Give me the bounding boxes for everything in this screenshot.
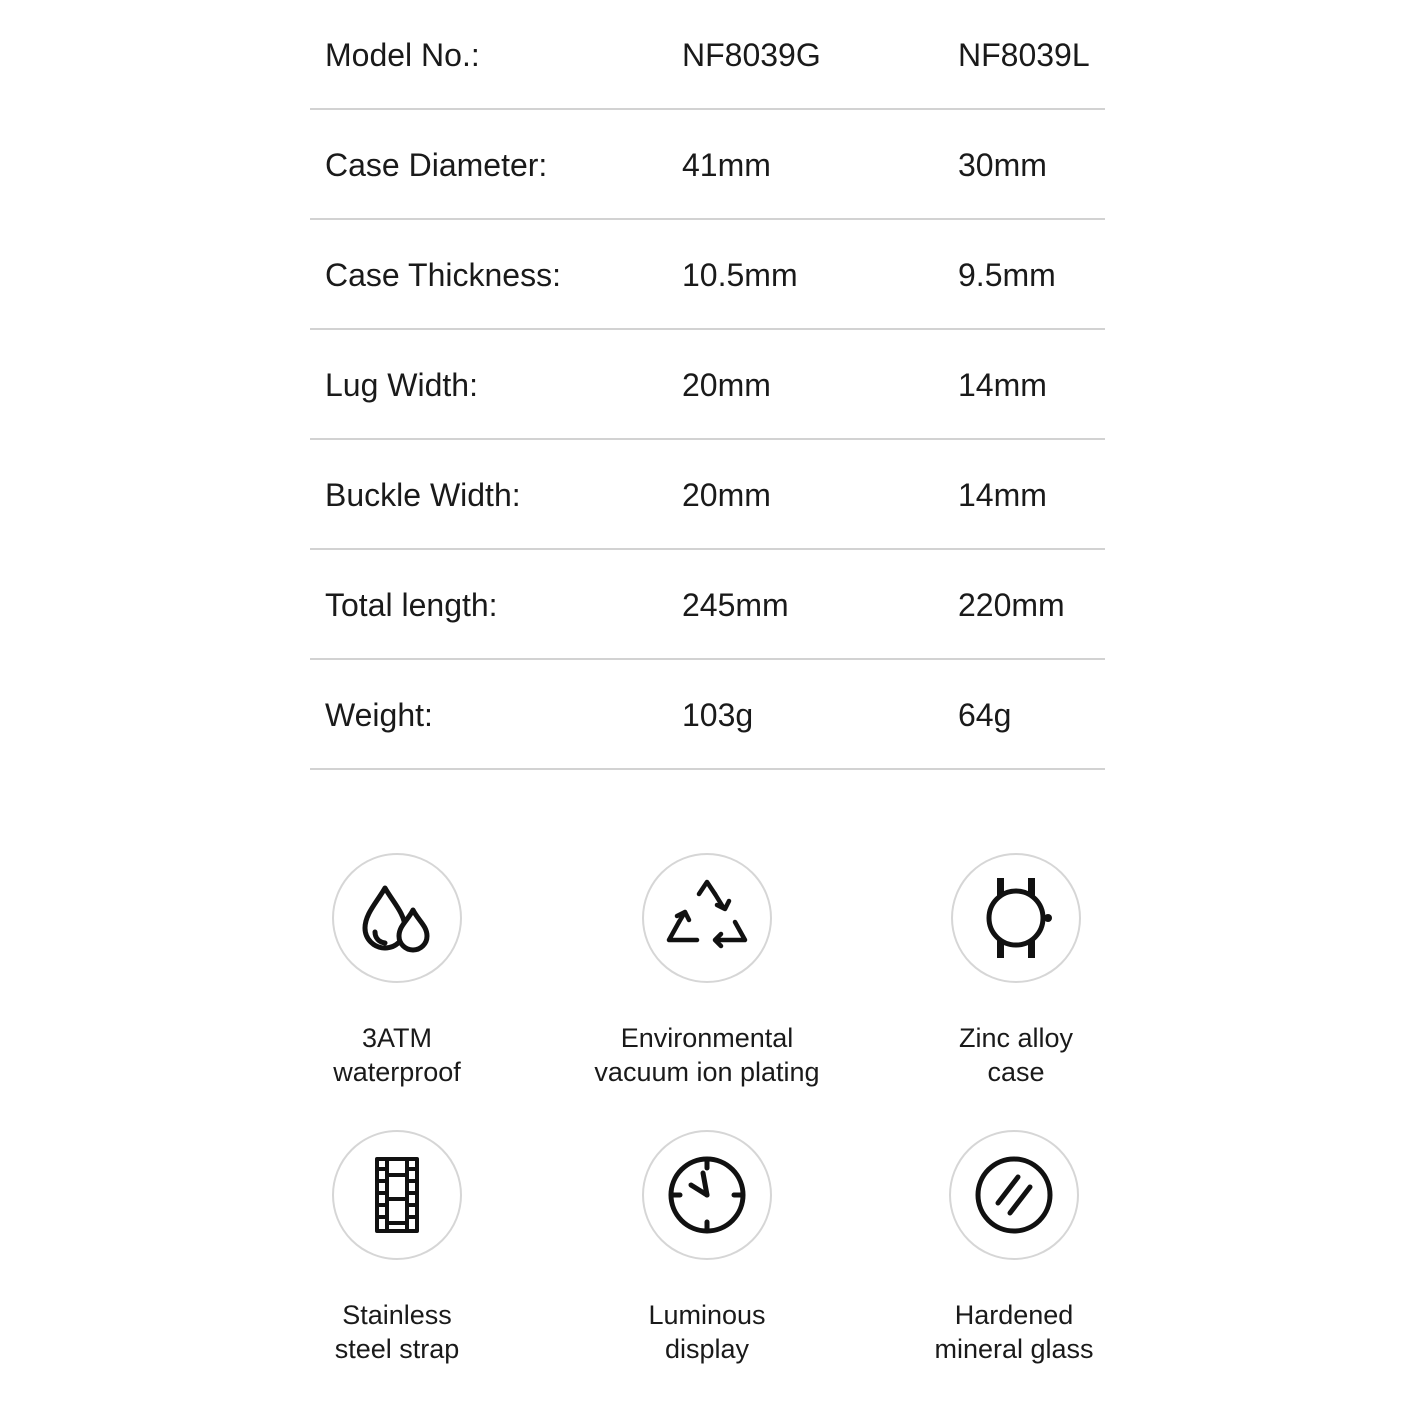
spec-row-buckle-width xyxy=(310,440,1105,550)
spec-label: Model No.: xyxy=(325,37,480,73)
spec-value-g: 20mm xyxy=(682,477,771,513)
spec-label: Case Thickness: xyxy=(325,257,561,293)
feature-caption xyxy=(864,1298,1164,1366)
feature-caption xyxy=(866,1021,1166,1089)
spec-row-weight xyxy=(310,660,1105,770)
feature-caption xyxy=(557,1021,857,1089)
feature-caption-line1: Stainless xyxy=(342,1300,452,1330)
spec-value-l: 30mm xyxy=(958,147,1047,183)
spec-value-l: NF8039L xyxy=(958,37,1090,73)
feature-caption xyxy=(247,1021,547,1089)
feature-badge xyxy=(949,1130,1079,1260)
feature-caption-line1: Hardened xyxy=(954,1300,1074,1330)
spec-value-g: 20mm xyxy=(682,367,771,403)
spec-table xyxy=(310,0,1105,770)
spec-row-lug-width xyxy=(310,330,1105,440)
feature-badge xyxy=(332,853,462,983)
feature-ion-plating xyxy=(557,853,857,1089)
watch-case-icon xyxy=(974,876,1058,960)
spec-value-g: 41mm xyxy=(682,147,771,183)
feature-waterproof xyxy=(247,853,547,1089)
spec-label: Case Diameter: xyxy=(325,147,548,183)
feature-caption-line2: steel strap xyxy=(334,1334,460,1364)
spec-label: Total length: xyxy=(325,587,498,623)
feature-caption xyxy=(247,1298,547,1366)
spec-value-l: 14mm xyxy=(958,367,1047,403)
spec-row-case-thickness xyxy=(310,220,1105,330)
clock-icon xyxy=(665,1153,749,1237)
feature-caption-line1: Environmental xyxy=(620,1023,794,1053)
spec-row-total-length xyxy=(310,550,1105,660)
feature-caption-line1: 3ATM xyxy=(361,1023,432,1053)
feature-badge xyxy=(642,1130,772,1260)
feature-zinc-case xyxy=(866,853,1166,1089)
spec-value-l: 14mm xyxy=(958,477,1047,513)
feature-steel-strap xyxy=(247,1130,547,1366)
spec-value-g: 103g xyxy=(682,697,754,733)
feature-caption-line2: mineral glass xyxy=(934,1334,1094,1364)
feature-badge xyxy=(951,853,1081,983)
spec-value-g: NF8039G xyxy=(682,37,821,73)
water-drops-icon xyxy=(355,876,439,960)
spec-value-g: 10.5mm xyxy=(682,257,798,293)
feature-caption-line2: vacuum ion plating xyxy=(594,1057,820,1087)
spec-row-case-diameter xyxy=(310,110,1105,220)
feature-badge xyxy=(332,1130,462,1260)
feature-caption-line1: Luminous xyxy=(648,1300,766,1330)
feature-caption-line2: display xyxy=(664,1334,750,1364)
spec-value-l: 9.5mm xyxy=(958,257,1056,293)
spec-row-model xyxy=(310,0,1105,110)
feature-badge xyxy=(642,853,772,983)
feature-caption-line2: case xyxy=(987,1057,1045,1087)
feature-caption xyxy=(557,1298,857,1366)
spec-label: Weight: xyxy=(325,697,433,733)
spec-value-l: 64g xyxy=(958,697,1012,733)
feature-mineral-glass xyxy=(864,1130,1164,1366)
feature-caption-line2: waterproof xyxy=(333,1057,461,1087)
feature-luminous xyxy=(557,1130,857,1366)
spec-value-g: 245mm xyxy=(682,587,789,623)
recycle-icon xyxy=(665,876,749,960)
spec-label: Lug Width: xyxy=(325,367,478,403)
spec-label: Buckle Width: xyxy=(325,477,521,513)
glass-icon xyxy=(972,1153,1056,1237)
feature-caption-line1: Zinc alloy xyxy=(958,1023,1074,1053)
spec-value-l: 220mm xyxy=(958,587,1065,623)
steel-strap-icon xyxy=(355,1153,439,1237)
